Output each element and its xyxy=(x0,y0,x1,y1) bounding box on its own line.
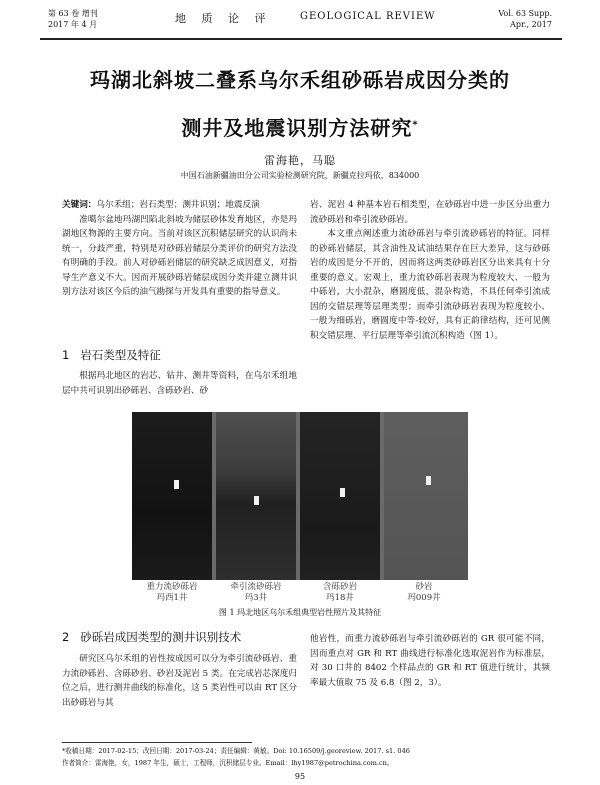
panel-1-rock-type: 重力流砂砾岩 xyxy=(146,582,198,592)
figure-1-photos xyxy=(132,412,468,580)
paper-title-line2 xyxy=(0,112,600,141)
keywords xyxy=(62,198,297,213)
header-volume-en xyxy=(482,8,552,30)
keywords-label: 关键词： xyxy=(62,200,97,210)
section-1-heading xyxy=(62,347,161,363)
right-paragraph-1: 岩、泥岩 4 种基本岩石相类型，在砂砾岩中进一步区分出重力流砂砾岩和牵引流砂砾岩。 xyxy=(310,200,550,225)
figure-caption: 图 1 玛北地区乌尔禾组典型岩性照片及其特征 xyxy=(218,608,382,617)
journal-title-cn: 地 质 论 评 xyxy=(175,12,272,25)
section-2-heading xyxy=(62,629,241,645)
panel-3-rock-type: 含砾砂岩 xyxy=(322,582,357,592)
paper-title-line1: 玛湖北斜坡二叠系乌尔禾组砂砾岩成因分类的 xyxy=(90,68,510,92)
section-2-right-text: 他岩性，而重力流砂砾岩与牵引流砂砾岩的 GR 很可能不同，因而重点对 GR 和 RT 曲线进行标准化选取泥岩作为标准层，对 30 口井的 8402 个样品点的 GR 和 RT 值进行统计，其频率最大值取 75 及 6.8（图 2，3）。 xyxy=(310,634,550,688)
footnote-author: 作者简介：雷海艳，女，1987 年生，硕士，工程师，沉积储层专业。Email：lhy1987@petrochina.com.cn。 xyxy=(62,759,394,767)
sample-tag xyxy=(174,480,179,489)
panel-2-rock-type: 牵引流砂砾岩 xyxy=(230,582,282,592)
keywords-text: 乌尔禾组；岩石类型；测井识别；地震反演 xyxy=(96,200,260,210)
sample-tag xyxy=(340,488,345,497)
header-volume xyxy=(48,8,98,30)
right-column-text xyxy=(310,198,550,343)
section-2-text: 研究区乌尔禾组的岩性按成因可以分为牵引流砂砾岩、重力流砂砾岩、含砾砂岩、砂岩及泥岩 5 类。在完成岩芯深度归位之后，进行测井曲线的标准化，这 5 类岩性可以由 RT 区分出砂砾岩与其 xyxy=(62,654,297,708)
intro-paragraph: 准噶尔盆地玛湖凹陷北斜坡为储层砂体发育地区，亦是玛湖地区物源的主要方向。当前对该区沉积储层研究的认识尚未统一，分歧严重，特别是对砂砾岩储层分类评价的研究方法没有明确的手段。前人对砂砾岩储层的研究缺乏成因意义，对指导生产意义不大。因而开展砂砾岩储层成因分类并建立测井识别方法对该区今后的油气勘探与开发具有重要的指导意义。 xyxy=(62,214,297,297)
header-rule xyxy=(40,38,562,40)
paper-title-line2-text: 测井及地震识别方法研究 xyxy=(181,116,413,140)
sample-tag xyxy=(426,476,431,485)
authors: 雷海艳，马聪 xyxy=(264,154,336,167)
section-1-title: 岩石类型及特征 xyxy=(80,348,161,362)
left-column-intro xyxy=(62,198,297,300)
page-number: 95 xyxy=(294,772,306,781)
section-2-number: 2 xyxy=(62,630,70,644)
volume-issue: 第 63 卷 增刊 xyxy=(48,9,98,18)
panel-3-well: 玛18井 xyxy=(326,593,354,603)
section-2-title: 砂砾岩成因类型的测井识别技术 xyxy=(80,630,242,644)
section-1-text: 根据玛北地区的岩芯、钻井、测井等资料，在乌尔禾组地层中共可识别出砂砾岩、含砾砂岩、砂 xyxy=(62,371,297,396)
figure-panel-label-4 xyxy=(388,582,460,604)
volume-en: Vol. 63 Supp. xyxy=(498,9,552,18)
date-en: Apr., 2017 xyxy=(510,20,552,29)
figure-panel-label-1 xyxy=(136,582,208,604)
sample-tag xyxy=(254,496,259,505)
footnote-mark: * xyxy=(412,119,419,131)
core-photo-3 xyxy=(300,412,380,580)
publication-date: 2017 年 4 月 xyxy=(48,20,98,29)
panel-4-rock-type: 砂岩 xyxy=(415,582,433,592)
right-paragraph-2: 本文重点阐述重力流砂砾岩与牵引流砂砾岩的特征。同样的砂砾岩储层，其含油性及试油结果存在巨大差异，这与砂砾岩的成因是分不开的，因而将这两类砂砾岩区分出来具有十分重要的意义。宏观上，重力流砂砾岩表现为粒度较大、一般为中砾岩，大小混杂，磨圆度低，混杂构造，不具任何牵引流成因的交错层理等层理类型；而牵引流砂砾岩表现为粒度较小、一般为细砾岩，磨圆度中等-较好，具有正韵律结构，还可见侧积交错层理、平行层理等牵引流沉积构造（图 1）。 xyxy=(310,229,550,341)
figure-panel-label-2 xyxy=(220,582,292,604)
figure-panel-label-3 xyxy=(304,582,376,604)
section-1-number: 1 xyxy=(62,348,70,362)
footnote-rule xyxy=(62,742,252,743)
core-photo-4 xyxy=(384,412,468,580)
core-photo-1 xyxy=(132,412,212,580)
panel-1-well: 玛西1井 xyxy=(156,593,188,603)
journal-title-en: GEOLOGICAL REVIEW xyxy=(300,11,436,22)
footnote xyxy=(62,745,552,769)
core-photo-2 xyxy=(216,412,296,580)
panel-4-well: 玛009井 xyxy=(407,593,441,603)
panel-2-well: 玛3井 xyxy=(244,593,268,603)
footnote-received: *收稿日期：2017-02-15；改回日期：2017-03-24；责任编辑：黄敏。Doi: 10.16509/j.georeview. 2017. s1. 046 xyxy=(62,747,410,755)
affiliation: 中国石油新疆油田分公司实验检测研究院，新疆克拉玛依，834000 xyxy=(180,171,420,180)
